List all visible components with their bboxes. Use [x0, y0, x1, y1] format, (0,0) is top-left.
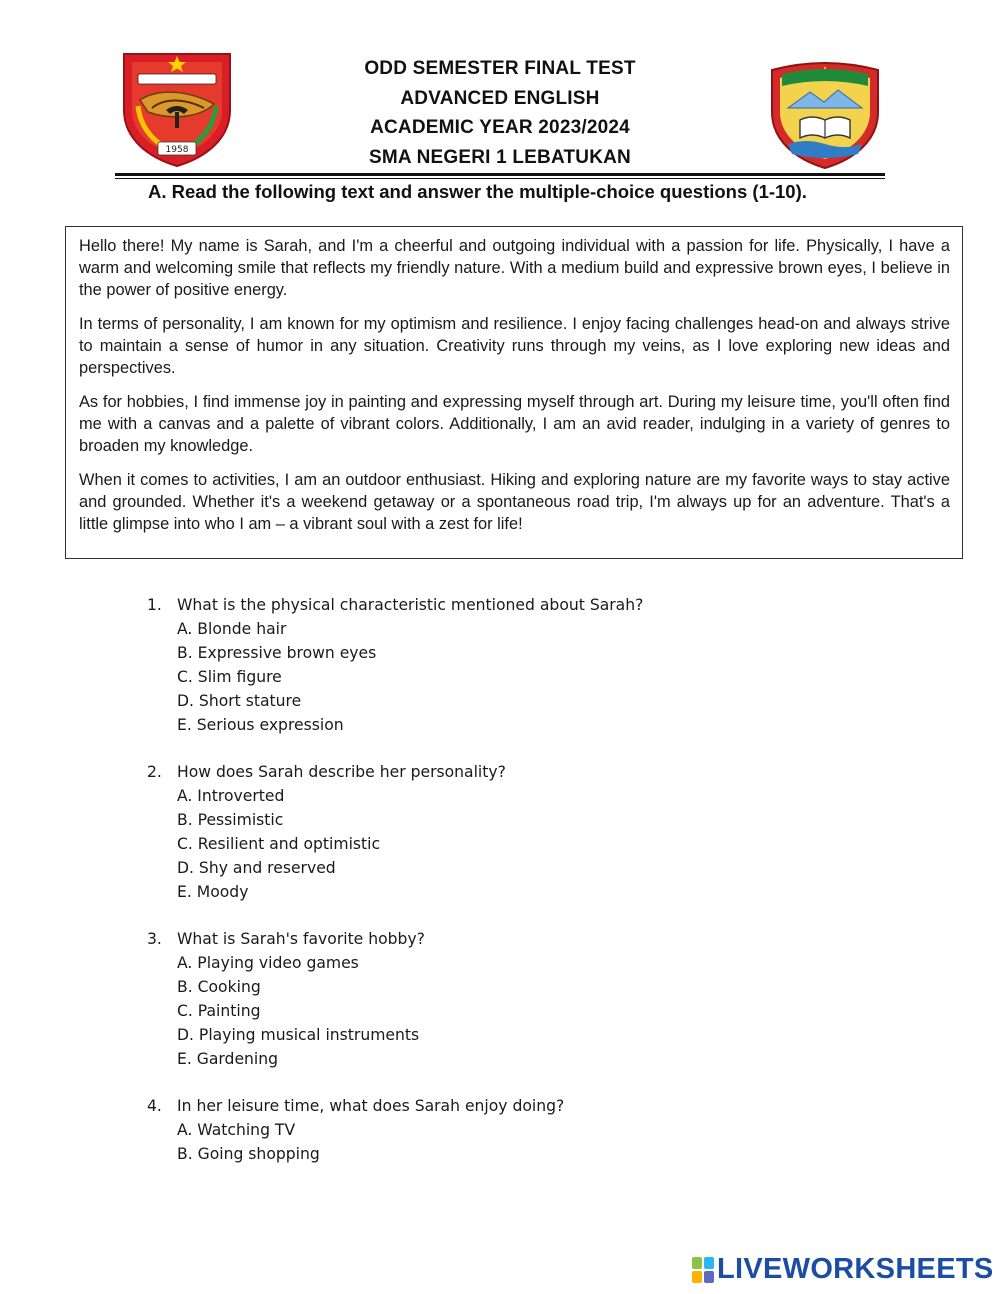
title-line-1: ODD SEMESTER FINAL TEST: [364, 58, 636, 79]
passage-paragraph-3: As for hobbies, I find immense joy in painting and expressing myself through art. During my leisure time, you'll often find me with a canvas and a palette of vibrant colors. Additionally, I am an avid reader, indulging in a variety of genres to broaden my knowledge.: [79, 393, 950, 455]
crest-year-text: 1958: [165, 145, 189, 155]
section-a-instruction: A. Read the following text and answer the multiple-choice questions (1-10).: [148, 181, 807, 202]
question-number: 2.: [147, 763, 162, 782]
answer-option[interactable]: C. Slim figure: [177, 667, 282, 686]
province-crest-logo: [118, 48, 236, 168]
passage-paragraph-4: When it comes to activities, I am an outdoor enthusiast. Hiking and exploring nature are my favorite ways to stay active and grounded. Whether it's a weekend getaway or a spontaneous road trip, I'm always up for an adventure. That's a little glimpse into who I am – a vibrant soul with a zest for life!: [79, 471, 950, 533]
title-line-3: ACADEMIC YEAR 2023/2024: [370, 117, 630, 138]
title-line-2: ADVANCED ENGLISH: [400, 87, 600, 109]
liveworksheets-logo-icon: [692, 1257, 714, 1283]
answer-option[interactable]: A. Playing video games: [177, 953, 359, 972]
answer-option[interactable]: A. Watching TV: [177, 1121, 296, 1139]
answer-option[interactable]: E. Serious expression: [177, 715, 344, 734]
question-1: [147, 594, 847, 737]
answer-option[interactable]: D. Shy and reserved: [177, 858, 336, 877]
brand-name: LIVEWORKSHEETS: [717, 1253, 994, 1285]
answer-option[interactable]: A. Introverted: [177, 786, 285, 805]
header-rule-thick: [115, 173, 885, 176]
question-stem: How does Sarah describe her personality?: [177, 763, 506, 782]
liveworksheets-brand: [692, 1253, 994, 1286]
question-list: [147, 594, 847, 1190]
question-2: [147, 761, 847, 904]
answer-option[interactable]: D. Short stature: [177, 691, 302, 710]
answer-option[interactable]: C. Resilient and optimistic: [177, 834, 381, 853]
answer-option[interactable]: D. Playing musical instruments: [177, 1025, 420, 1044]
answer-option[interactable]: E. Moody: [177, 882, 249, 901]
passage-paragraph-1: Hello there! My name is Sarah, and I'm a cheerful and outgoing individual with a passion for life. Physically, I have a warm and welcoming smile that reflects my friendly nature. With a medium build and expressive brown eyes, I believe in the power of positive energy.: [79, 237, 950, 299]
passage-paragraph-2: In terms of personality, I am known for my optimism and resilience. I enjoy facing challenges head-on and always strive to maintain a sense of humor in any situation. Creativity runs through my veins, as I love exploring new ideas and perspectives.: [79, 315, 950, 377]
title-line-4: SMA NEGERI 1 LEBATUKAN: [369, 146, 631, 168]
school-crest-logo: [766, 62, 884, 170]
answer-option[interactable]: B. Going shopping: [177, 1144, 320, 1163]
test-title-block: [250, 54, 750, 172]
header-rule-thin: [115, 178, 885, 179]
question-number: 4.: [147, 1097, 162, 1116]
question-number: 3.: [147, 930, 162, 949]
answer-option[interactable]: E. Gardening: [177, 1049, 279, 1068]
reading-passage-box: [65, 226, 963, 559]
answer-option[interactable]: B. Pessimistic: [177, 810, 284, 829]
answer-option[interactable]: C. Painting: [177, 1001, 261, 1020]
answer-option[interactable]: A. Blonde hair: [177, 619, 287, 638]
question-number: 1.: [147, 596, 162, 614]
answer-option[interactable]: B. Expressive brown eyes: [177, 643, 377, 662]
question-stem: What is the physical characteristic mentioned about Sarah?: [177, 596, 644, 614]
question-stem: What is Sarah's favorite hobby?: [177, 930, 425, 949]
question-4: [147, 1095, 847, 1167]
question-3: [147, 928, 847, 1071]
question-stem: In her leisure time, what does Sarah enjoy doing?: [177, 1097, 565, 1116]
answer-option[interactable]: B. Cooking: [177, 977, 261, 996]
